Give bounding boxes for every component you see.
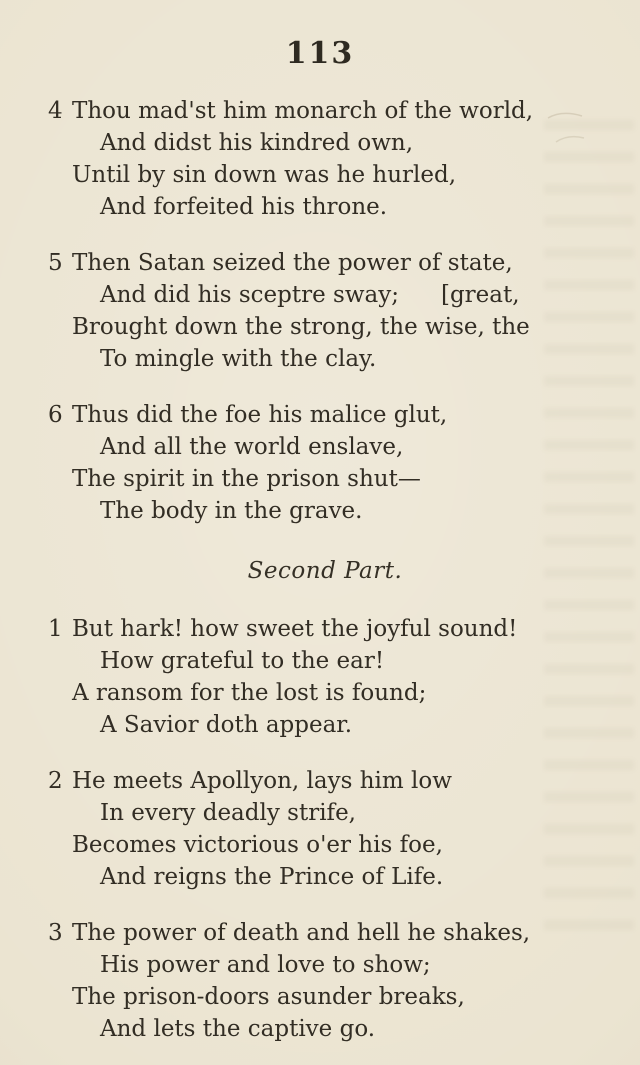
hymn-verse <box>46 917 604 1045</box>
verse-line <box>100 431 604 463</box>
verse-line <box>100 645 604 677</box>
hymn-verse <box>46 765 604 893</box>
verse-line <box>100 279 604 311</box>
hymn-verse <box>46 613 604 741</box>
verse-line <box>72 677 604 709</box>
verse-line-text: His power and love to show; <box>100 952 431 978</box>
hymn-body <box>0 71 640 1045</box>
verse-line-text: Becomes victorious o'er his foe, <box>72 832 443 858</box>
verse-line-text: A Savior doth appear. <box>100 712 353 738</box>
verse-line-text: The spirit in the prison shut— <box>72 466 421 492</box>
verse-line-text: And forfeited his throne. <box>100 194 388 220</box>
verse-line-text: Thus did the foe his malice glut, <box>72 402 448 428</box>
verse-number: 5 <box>48 250 63 276</box>
verse-line <box>48 765 604 797</box>
verse-line <box>100 709 604 741</box>
verse-line <box>100 797 604 829</box>
verse-line-text: Brought down the strong, the wise, the <box>72 314 530 340</box>
verse-number: 6 <box>48 402 63 428</box>
verse-line <box>72 311 604 343</box>
verse-line-text: To mingle with the clay. <box>100 346 377 372</box>
verse-line <box>72 981 604 1013</box>
verse-line <box>48 399 604 431</box>
verse-line-text: But hark! how sweet the joyful sound! <box>72 616 518 642</box>
verse-number: 3 <box>48 920 63 946</box>
verse-line <box>72 463 604 495</box>
verse-line-text: And reigns the Prince of Life. <box>100 864 444 890</box>
verse-line <box>48 613 604 645</box>
verse-line <box>100 949 604 981</box>
verse-line-text: A ransom for the lost is found; <box>72 680 427 706</box>
verse-number: 2 <box>48 768 63 794</box>
verse-line <box>48 917 604 949</box>
verse-line <box>100 343 604 375</box>
verse-number: 4 <box>48 98 63 124</box>
verse-line-text: He meets Apollyon, lays him low <box>72 768 452 794</box>
verse-line-text: Then Satan seized the power of state, <box>72 250 513 276</box>
hymn-verse <box>46 95 604 223</box>
page-number: 113 <box>285 36 355 71</box>
second-part-heading: Second Part. <box>247 558 403 584</box>
verse-line <box>48 95 604 127</box>
verse-line <box>72 829 604 861</box>
verse-line <box>100 861 604 893</box>
verse-line <box>100 191 604 223</box>
verse-line <box>72 159 604 191</box>
hymn-verse <box>46 399 604 527</box>
verse-line <box>100 127 604 159</box>
verse-line-text: The body in the grave. <box>100 498 363 524</box>
first-part-verses <box>46 95 604 527</box>
verse-line-text: The power of death and hell he shakes, <box>72 920 531 946</box>
verse-line-text: In every deadly strife, <box>100 800 356 826</box>
verse-line-text: The prison-doors asunder breaks, <box>72 984 465 1010</box>
verse-number: 1 <box>48 616 63 642</box>
verse-line <box>100 1013 604 1045</box>
verse-line-text: Thou mad'st him monarch of the world, <box>72 98 534 124</box>
second-part-verses <box>46 613 604 1045</box>
hymn-verse <box>46 247 604 375</box>
verse-line-text: And did his sceptre sway; <box>100 282 399 308</box>
verse-line-text: And lets the captive go. <box>100 1016 376 1042</box>
verse-line-text: And didst his kindred own, <box>100 130 414 156</box>
verse-line-text: How grateful to the ear! <box>100 648 385 674</box>
verse-line <box>100 495 604 527</box>
verse-line-text: And all the world enslave, <box>100 434 404 460</box>
bracket-overflow-word: [great, <box>440 282 520 308</box>
verse-line <box>48 247 604 279</box>
verse-line-text: Until by sin down was he hurled, <box>72 162 457 188</box>
